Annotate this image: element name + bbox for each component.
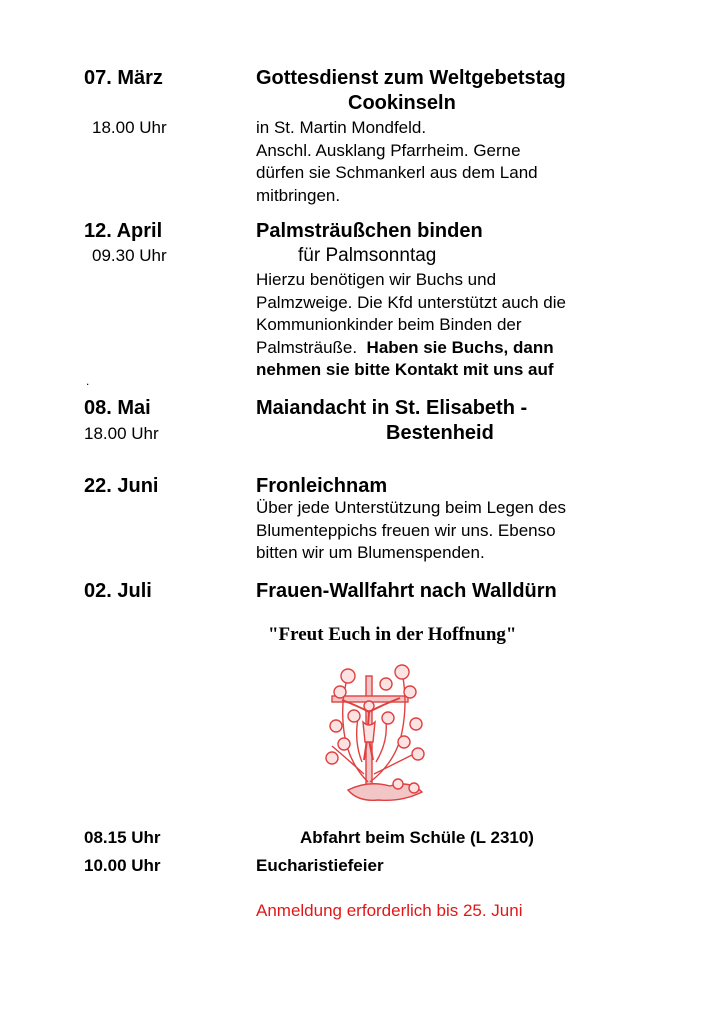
event-description-1 — [256, 117, 636, 207]
description-line: Anschl. Ausklang Pfarrheim. Gerne — [256, 140, 521, 160]
event-date-5: 02. Juli — [84, 580, 152, 602]
event-title-1: Gottesdienst zum Weltgebetstag — [256, 67, 566, 89]
description-line: Palmzweige. Die Kfd unterstützt auch die — [256, 292, 566, 312]
pilgrimage-time-1: 08.15 Uhr — [84, 828, 161, 847]
description-line-bold: nehmen sie bitte Kontakt mit uns auf — [256, 360, 554, 379]
event-date-4: 22. Juni — [84, 475, 159, 497]
description-line: in St. Martin Mondfeld. — [256, 118, 427, 137]
description-line: Über jede Unterstützung beim Legen des — [256, 498, 566, 517]
pilgrimage-motto: "Freut Euch in der Hoffnung" — [268, 624, 517, 645]
event-subtitle-2: für Palmsonntag — [298, 245, 437, 266]
description-line: Hierzu benötigen wir Buchs und — [256, 270, 497, 289]
description-line: dürfen sie Schmankerl aus dem Land — [256, 163, 538, 182]
event-date-3: 08. Mai — [84, 397, 151, 419]
pilgrimage-text-1: Abfahrt beim Schüle (L 2310) — [300, 828, 534, 847]
description-plain: Palmsträuße. — [256, 337, 358, 357]
description-line: bitten wir um Blumenspenden. — [256, 543, 485, 562]
description-line — [256, 337, 636, 360]
event-time-1: 18.00 Uhr — [92, 118, 167, 137]
event-title-1-line2: Cookinseln — [348, 92, 456, 114]
stray-dot: . — [86, 374, 90, 388]
description-line: Kommunionkinder beim Binden der — [256, 315, 522, 334]
event-time-2: 09.30 Uhr — [92, 246, 167, 265]
description-bold: Haben sie Buchs, dann — [366, 337, 554, 357]
event-title-3: Maiandacht in St. Elisabeth - — [256, 397, 528, 419]
description-line: Blumenteppichs freuen wir uns. Ebenso — [256, 520, 556, 540]
crucifix-illustration — [318, 662, 438, 812]
event-title-4: Fronleichnam — [256, 475, 388, 497]
event-title-2: Palmsträußchen binden — [256, 220, 483, 242]
description-line: mitbringen. — [256, 185, 341, 205]
event-date-1: 07. März — [84, 67, 163, 89]
pilgrimage-time-2: 10.00 Uhr — [84, 856, 161, 875]
event-description-2 — [256, 269, 636, 382]
event-title-5: Frauen-Wallfahrt nach Walldürn — [256, 580, 557, 602]
pilgrimage-text-2: Eucharistiefeier — [256, 856, 384, 875]
event-time-3: 18.00 Uhr — [84, 424, 159, 443]
event-description-4 — [256, 497, 636, 565]
event-date-2: 12. April — [84, 220, 163, 242]
registration-notice: Anmeldung erforderlich bis 25. Juni — [256, 901, 523, 920]
event-title-3-line2: Bestenheid — [386, 422, 494, 444]
